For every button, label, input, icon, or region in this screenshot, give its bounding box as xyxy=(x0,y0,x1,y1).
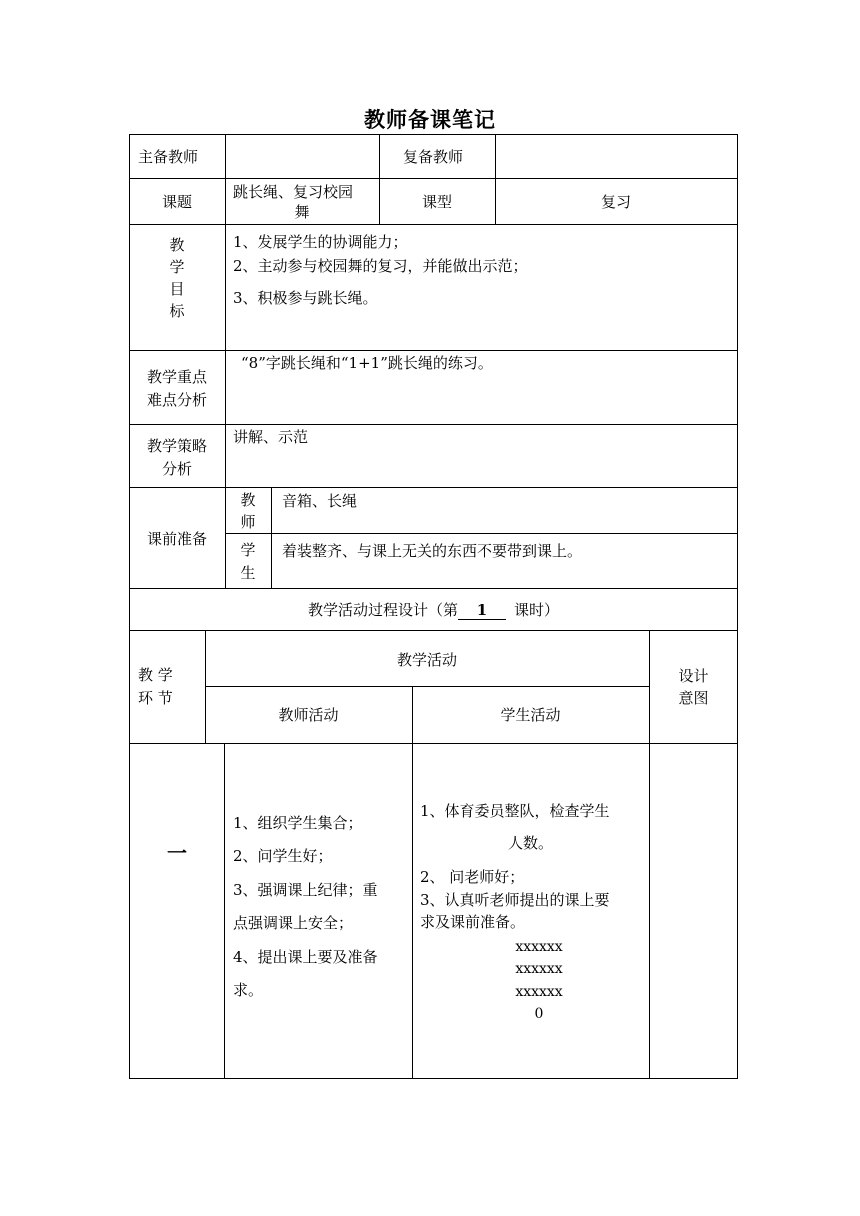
prep-teacher-label: 教 xyxy=(240,491,256,509)
row-divider xyxy=(129,178,738,179)
process-heading-prefix: 教学活动过程设计（第 xyxy=(307,601,458,619)
prep-teacher-text: 音箱、长绳 xyxy=(282,492,358,510)
goal-item: 2、主动参与校园舞的复习，并能做出示范； xyxy=(233,257,528,275)
row-divider xyxy=(129,487,738,488)
row-divider xyxy=(129,588,738,589)
teacher-activity-line: 4、提出课上要及准备 xyxy=(233,948,378,966)
student-activity-label: 学生活动 xyxy=(500,706,561,724)
topic-label: 课题 xyxy=(161,193,192,211)
formation-row: xxxxxx xyxy=(515,961,563,977)
row-divider xyxy=(129,224,738,225)
page-title: 教师备课笔记 xyxy=(364,107,496,132)
lesson-type-label: 课型 xyxy=(421,193,452,211)
key-points-label-line2: 难点分析 xyxy=(146,391,207,409)
preparation-label: 课前准备 xyxy=(146,530,207,548)
design-intent-label-line1: 设计 xyxy=(678,667,709,685)
formation-row: xxxxxx xyxy=(515,984,563,1000)
review-teacher-label: 复备教师 xyxy=(403,148,464,166)
teacher-activity-line: 1、组织学生集合； xyxy=(233,814,363,832)
row-divider xyxy=(129,630,738,631)
column-divider xyxy=(224,743,225,1079)
student-activity-line: 3、认真听老师提出的课上要 xyxy=(420,891,610,909)
student-activity-line: 求及课前准备。 xyxy=(420,913,526,931)
process-heading xyxy=(129,599,738,621)
column-divider xyxy=(271,487,272,588)
goals-label-char: 标 xyxy=(169,302,185,320)
table-border-top xyxy=(129,134,738,135)
goals-label-char: 教 xyxy=(169,236,185,254)
student-activity-line: 人数。 xyxy=(507,834,553,852)
row-divider xyxy=(129,350,738,351)
lesson-number: 1 xyxy=(458,601,506,620)
column-divider xyxy=(205,630,206,743)
prep-teacher-label: 师 xyxy=(240,513,256,531)
stage-number: 一 xyxy=(167,841,187,865)
topic-value-line2: 舞 xyxy=(294,203,310,221)
goals-label-char: 目 xyxy=(169,280,185,298)
teacher-activity-line: 3、强调课上纪律；重 xyxy=(233,881,378,899)
row-divider xyxy=(205,686,650,687)
student-activity-line: 1、体育委员整队，检查学生 xyxy=(420,802,610,820)
teaching-activity-label: 教学活动 xyxy=(396,651,457,669)
formation-row: xxxxxx xyxy=(515,939,563,955)
teacher-activity-line: 求。 xyxy=(233,981,264,999)
key-points-text: “8”字跳长绳和“1+1”跳长绳的练习。 xyxy=(241,354,493,372)
goals-label-char: 学 xyxy=(169,258,185,276)
row-divider xyxy=(129,743,738,744)
goal-item: 3、积极参与跳长绳。 xyxy=(233,289,378,307)
formation-teacher-marker: 0 xyxy=(534,1006,544,1022)
strategy-label-line2: 分析 xyxy=(161,460,192,478)
table-border-bottom xyxy=(129,1078,738,1079)
key-points-label-line1: 教学重点 xyxy=(146,368,207,386)
prep-student-text: 着装整齐、与课上无关的东西不要带到课上。 xyxy=(282,542,583,560)
strategy-text: 讲解、示范 xyxy=(233,428,309,446)
design-intent-label-line2: 意图 xyxy=(678,689,709,707)
teacher-activity-line: 点强调课上安全； xyxy=(233,914,354,932)
prep-student-label: 生 xyxy=(240,564,256,582)
teacher-activity-line: 2、问学生好； xyxy=(233,847,333,865)
row-divider xyxy=(129,424,738,425)
lesson-type-value: 复习 xyxy=(600,193,631,211)
topic-value-line1: 跳长绳、复习校园 xyxy=(233,183,354,201)
main-teacher-label: 主备教师 xyxy=(138,148,199,166)
prep-student-label: 学 xyxy=(240,541,256,559)
row-divider xyxy=(225,533,738,534)
student-activity-line: 2、 问老师好； xyxy=(420,868,525,886)
teacher-activity-label: 教师活动 xyxy=(278,706,339,724)
stage-label-line2: 环 节 xyxy=(138,689,173,707)
strategy-label-line1: 教学策略 xyxy=(146,437,207,455)
process-heading-suffix: 课时） xyxy=(514,601,560,619)
goal-item: 1、发展学生的协调能力； xyxy=(233,233,408,251)
stage-label-line1: 教 学 xyxy=(138,666,173,684)
